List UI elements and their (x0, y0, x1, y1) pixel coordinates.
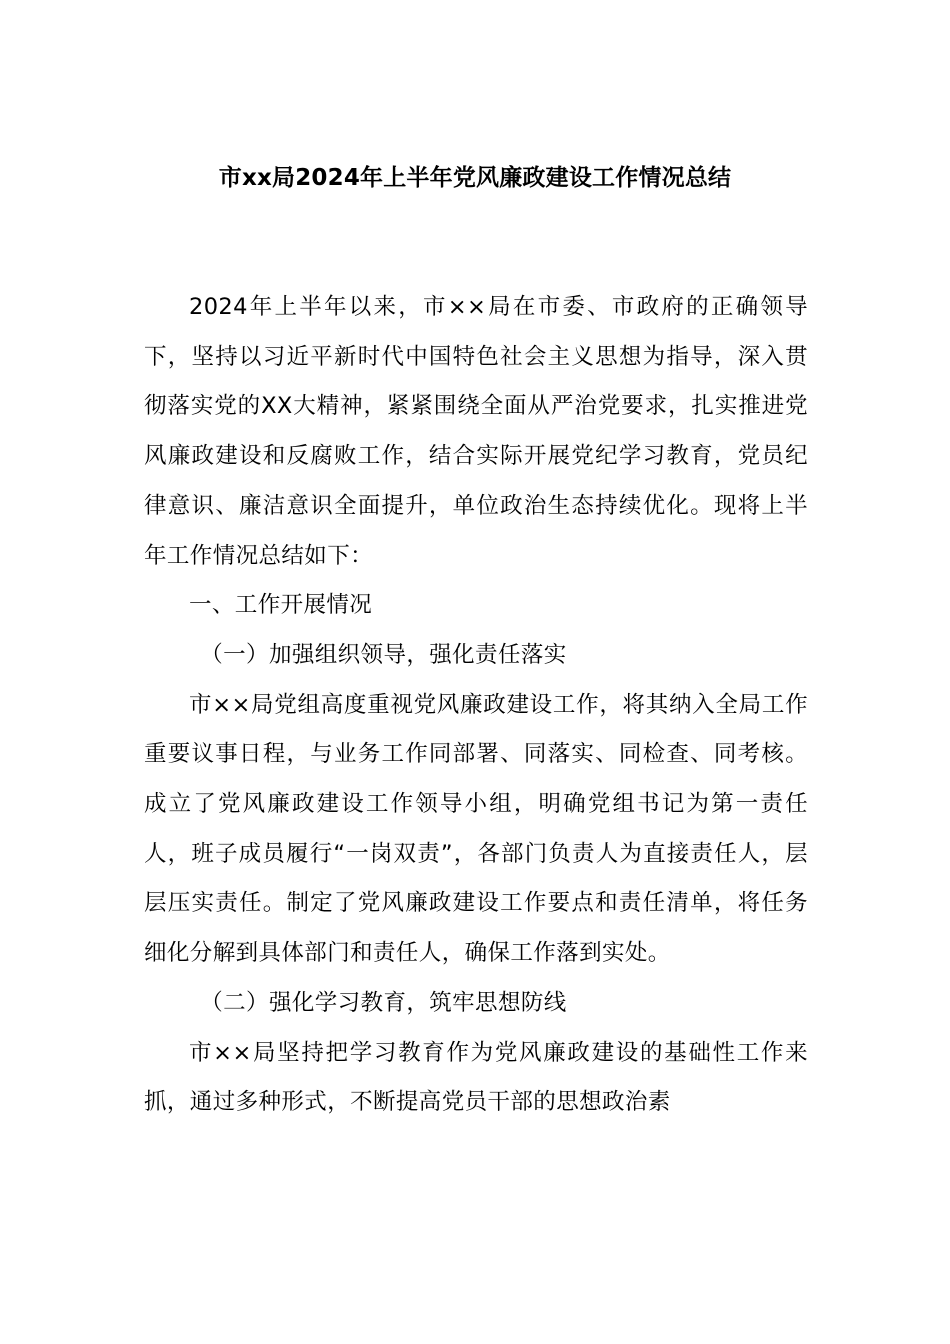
document-title: 市xx局2024年上半年党风廉政建设工作情况总结 (218, 165, 732, 191)
subsection-heading-1: （一）加强组织领导，强化责任落实 (200, 641, 567, 668)
body-paragraph-2: 市××局坚持把学习教育作为党风廉政建设的基础性工作来抓，通过多种形式，不断提高党员干部的思想政治素 (144, 1039, 808, 1116)
section-heading-1: 一、工作开展情况 (189, 592, 373, 619)
intro-paragraph: 2024年上半年以来，市××局在市委、市政府的正确领导下，坚持以习近平新时代中国特色社会主义思想为指导，深入贯彻落实党的XX大精神，紧紧围绕全面从严治党要求，扎实推进党风廉政建设和反腐败工作，结合实际开展党纪学习教育，党员纪律意识、廉洁意识全面提升，单位政治生态持续优化。现将上半年工作情况总结如下： (144, 294, 808, 569)
body-paragraph-1: 市××局党组高度重视党风廉政建设工作，将其纳入全局工作重要议事日程，与业务工作同部署、同落实、同检查、同考核。成立了党风廉政建设工作领导小组，明确党组书记为第一责任人，班子成员履行“一岗双责”，各部门负责人为直接责任人，层层压实责任。制定了党风廉政建设工作要点和责任清单，将任务细化分解到具体部门和责任人，确保工作落到实处。 (144, 691, 808, 967)
document-body (144, 283, 808, 1128)
subsection-heading-2: （二）强化学习教育，筑牢思想防线 (200, 989, 567, 1016)
